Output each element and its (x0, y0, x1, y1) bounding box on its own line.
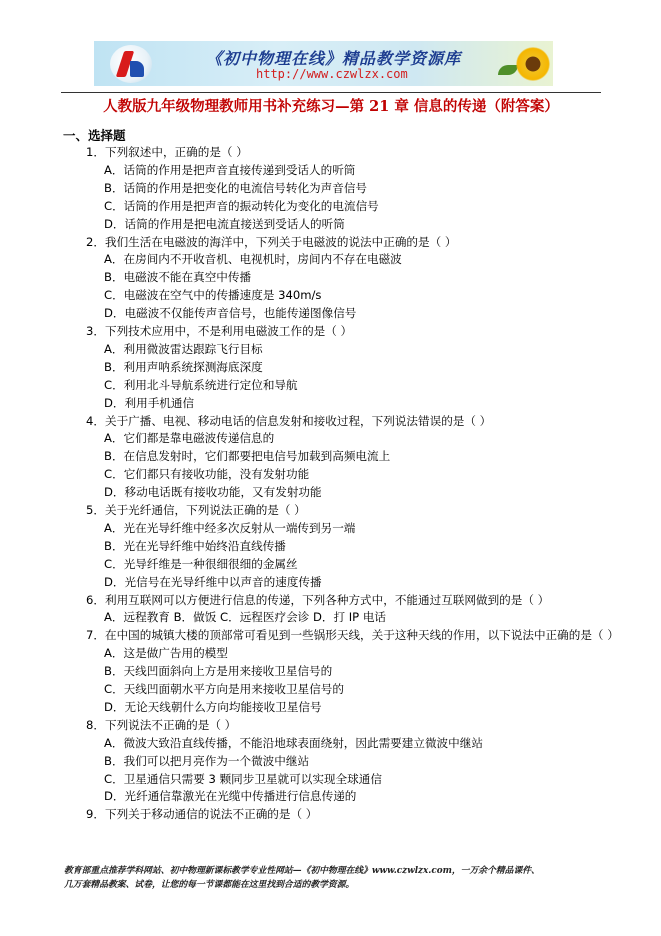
header-rule (61, 92, 601, 93)
footer-line-1: 教育部重点推荐学科网站、初中物理新课标教学专业性网站—《初中物理在线》www.czwlzx.com，一万余个精品课件、 (64, 866, 540, 876)
answer-option: B．天线凹面斜向上方是用来接收卫星信号的 (104, 664, 333, 679)
answer-option: C．利用北斗导航系统进行定位和导航 (104, 377, 298, 392)
question-stem: 1．下列叙述中，正确的是（ ） (86, 145, 248, 159)
question-stem: 6．利用互联网可以方便进行信息的传递，下列各种方式中，不能通过互联网做到的是（ ） (86, 592, 550, 607)
answer-option: D．光纤通信靠激光在光缆中传播进行信息传递的 (104, 789, 357, 804)
answer-option: C．天线凹面朝水平方向是用来接收卫星信号的 (104, 682, 344, 696)
answer-option: A．微波大致沿直线传播，不能沿地球表面绕射，因此需要建立微波中继站 (104, 735, 483, 750)
answer-option: D．移动电话既有接收功能，又有发射功能 (104, 485, 322, 500)
answer-option: A．远程教育 B．做饭 C．远程医疗会诊 D．打 IP 电话 (104, 610, 387, 625)
answer-option: C．光导纤维是一种很细很细的金属丝 (104, 556, 298, 571)
answer-option: A．这是做广告用的模型 (104, 646, 228, 661)
answer-option: B．光在光导纤维中始终沿直线传播 (104, 538, 286, 553)
answer-option: C．电磁波在空气中的传播速度是 340m/s (104, 288, 322, 303)
answer-option: A．话筒的作用是把声音直接传递到受话人的听筒 (104, 162, 356, 177)
answer-option: A．光在光导纤维中经多次反射从一端传到另一端 (104, 520, 356, 535)
question-stem: 5．关于光纤通信，下列说法正确的是（ ） (86, 503, 306, 517)
answer-option: B．电磁波不能在真空中传播 (104, 270, 252, 285)
question-stem: 7．在中国的城镇大楼的顶部常可看见到一些锅形天线，关于这种天线的作用，以下说法中正确的是（ ） (86, 628, 619, 643)
page-footer (64, 864, 604, 892)
question-stem: 9．下列关于移动通信的说法不正确的是（ ） (86, 807, 318, 822)
answer-option: D．利用手机通信 (104, 395, 195, 410)
banner-title: 《初中物理在线》精品教学资源库 (206, 49, 462, 68)
answer-option: D．无论天线朝什么方向均能接收卫星信号 (104, 699, 322, 714)
answer-option: B．话筒的作用是把变化的电流信号转化为声音信号 (104, 180, 368, 195)
footer-line-2: 几万套精品教案、试卷，让您的每一节课都能在这里找到合适的教学资源。 (64, 880, 355, 890)
answer-option: C．卫星通信只需要 3 颗同步卫星就可以实现全球通信 (104, 771, 382, 786)
logo-blue-mark (130, 61, 144, 77)
question-stem: 3．下列技术应用中，不是利用电磁波工作的是（ ） (86, 324, 353, 338)
answer-option: B．在信息发射时，它们都要把电信号加载到高频电流上 (104, 449, 391, 464)
banner-url[interactable]: http://www.czwlzx.com (256, 67, 408, 81)
answer-option: B．利用声呐系统探测海底深度 (104, 359, 263, 374)
answer-option: A．它们都是靠电磁波传递信息的 (104, 431, 275, 446)
leaf-decoration (498, 65, 518, 75)
answer-option: D．光信号在光导纤维中以声音的速度传播 (104, 574, 322, 589)
answer-option: C．它们都只有接收功能，没有发射功能 (104, 467, 310, 482)
header-banner (94, 41, 553, 86)
document-title: 人教版九年级物理教师用书补充练习—第 21 章 信息的传递（附答案） (103, 98, 559, 115)
question-stem: 8．下列说法不正确的是（ ） (86, 717, 237, 732)
question-stem: 2．我们生活在电磁波的海洋中，下列关于电磁波的说法中正确的是（ ） (86, 234, 457, 249)
question-stem: 4．关于广播、电视、移动电话的信息发射和接收过程，下列说法错误的是（ ） (86, 413, 492, 428)
answer-option: C．话筒的作用是把声音的振动转化为变化的电流信号 (104, 198, 379, 213)
answer-option: D．话筒的作用是把电流直接送到受话人的听筒 (104, 216, 345, 231)
answer-option: A．利用微波雷达跟踪飞行目标 (104, 341, 263, 356)
section-heading: 一、选择题 (63, 128, 126, 143)
answer-option: D．电磁波不仅能传声音信号，也能传递图像信号 (104, 306, 357, 321)
answer-option: B．我们可以把月亮作为一个微波中继站 (104, 753, 310, 768)
sunflower-decoration (516, 47, 550, 81)
answer-option: A．在房间内不开收音机、电视机时，房间内不存在电磁波 (104, 252, 402, 267)
